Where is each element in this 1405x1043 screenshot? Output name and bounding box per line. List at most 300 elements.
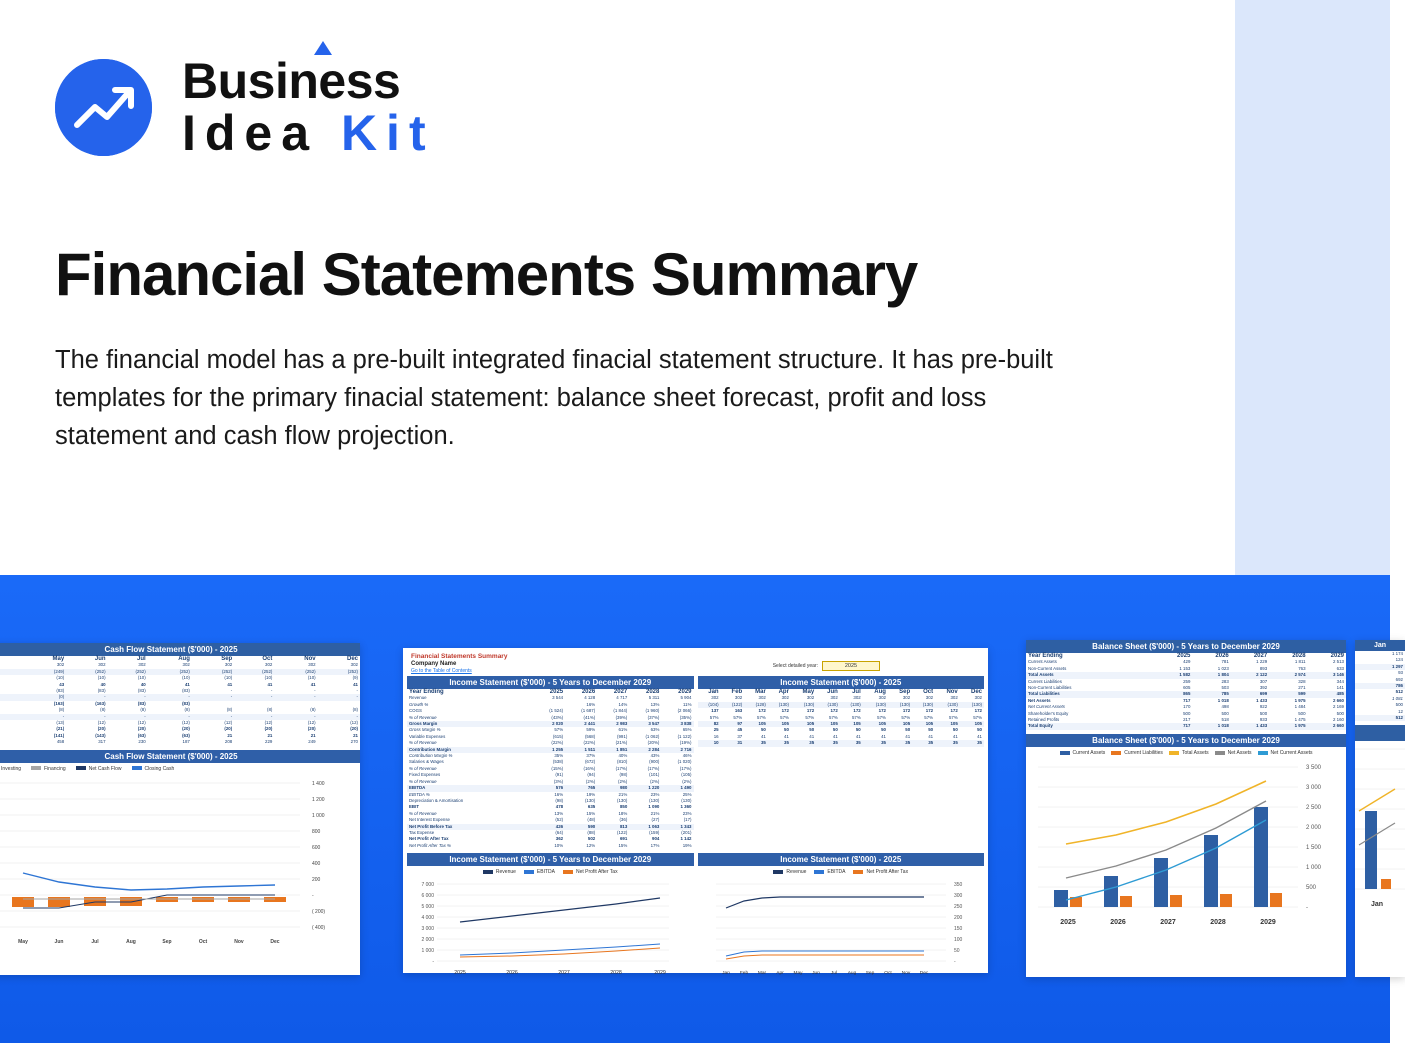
cell: 124 (1395, 657, 1403, 663)
cell: (20) (137, 726, 146, 732)
cell: 2 660 (1333, 723, 1344, 729)
cell: (104) (708, 701, 719, 707)
cell: 1 297 (1392, 663, 1403, 669)
cell: (83) (137, 688, 146, 694)
svg-text:2029: 2029 (1260, 918, 1276, 926)
cell: 765 (587, 785, 596, 791)
svg-text:50: 50 (953, 948, 960, 955)
cell: 65% (682, 727, 692, 733)
col-aug: Aug (178, 656, 190, 662)
cell: 41 (905, 733, 911, 739)
cell: (10) (137, 675, 146, 681)
cell: 1 018 (1217, 723, 1229, 729)
cell: 1 220 (648, 785, 660, 791)
svg-text:250: 250 (953, 904, 962, 911)
cell: 500 (1336, 710, 1344, 716)
cell: 10 (713, 740, 719, 746)
svg-text:2028: 2028 (1210, 918, 1226, 926)
cell: 57% (757, 714, 766, 720)
brand-name-line1 (182, 55, 435, 107)
cell: 15% (586, 810, 596, 816)
cell: - (314, 713, 316, 719)
cell: 1 153 (1179, 665, 1191, 671)
cell: 82 (713, 721, 719, 727)
cell: 1 090 (648, 804, 660, 810)
row-label: % of Revenue (409, 810, 437, 816)
col-aug: Aug (874, 689, 886, 695)
cell: 4 717 (616, 695, 628, 701)
cell: (10) (97, 675, 106, 681)
cell: (122) (731, 701, 743, 707)
balance-sheet-chart-title: Balance Sheet ($'000) - 5 Years to December 2029 (1026, 734, 1346, 747)
cell: 302 (853, 695, 861, 701)
cell: 57% (709, 714, 719, 720)
cash-flow-chart-title: Cash Flow Statement ($'000) - 2025 (0, 750, 360, 763)
cell: 57% (948, 714, 958, 720)
cell: (538) (552, 759, 564, 765)
cell: 50 (784, 727, 789, 733)
cell: 105 (925, 721, 934, 727)
cell: (8) (184, 707, 190, 713)
cell: (130) (617, 797, 628, 803)
cell: 40% (618, 753, 628, 759)
cell: 328 (1298, 678, 1306, 684)
brand-name-line2 (182, 107, 435, 159)
cell: 46% (682, 753, 692, 759)
svg-text:200: 200 (953, 915, 962, 922)
cell: 17% (650, 842, 660, 848)
cell: 781 (1221, 659, 1229, 665)
cell: 344 (1336, 678, 1344, 684)
col-2029: 2029 (1330, 653, 1344, 659)
row-label: % of Revenue (409, 714, 437, 720)
cell: - (104, 713, 106, 719)
cell: 302 (734, 695, 743, 701)
cell: 97 (737, 721, 743, 727)
cell: 500 (1298, 710, 1306, 716)
col-dec: Dec (346, 656, 358, 662)
cell: 37% (586, 753, 596, 759)
cell: 904 (652, 836, 660, 842)
svg-text:Dec: Dec (270, 938, 280, 945)
cell: 41 (760, 733, 766, 739)
cell: 41 (310, 681, 316, 687)
legend-current-liabilities: Current Liabilities (1111, 750, 1163, 756)
cell: (163) (95, 700, 106, 706)
cell: 16% (586, 701, 596, 707)
table-row (698, 740, 985, 746)
table-row (1355, 715, 1405, 721)
cell: (20%) (647, 740, 660, 746)
cell: 21 (353, 732, 358, 738)
cell: 57% (924, 714, 934, 720)
cell: 230 (138, 739, 146, 745)
cell: - (356, 694, 358, 700)
cell: (12) (264, 720, 273, 726)
cell: (130) (947, 701, 958, 707)
col-jul: Jul (137, 656, 146, 662)
svg-text:-: - (1306, 904, 1308, 911)
cell: 699 (1259, 691, 1268, 697)
balance-sheet-extra-column-preview[interactable] (1355, 640, 1405, 977)
cell: 1 433 (1256, 697, 1268, 703)
row-label: COGS (409, 708, 422, 714)
legend-ebitda: EBITDA (524, 869, 555, 875)
cell: 2 160 (1333, 717, 1344, 723)
cell: (252) (95, 668, 106, 674)
income-2025-chart-title: Income Statement ($'000) - 2025 (698, 853, 985, 866)
col-oct: Oct (923, 689, 934, 695)
cell: 41 (227, 681, 233, 687)
svg-text:4 000: 4 000 (421, 915, 434, 922)
cell: (2%) (585, 778, 596, 784)
cell: (122) (617, 829, 628, 835)
cell: (8) (352, 707, 358, 713)
balance-sheet-chart-legend (1026, 747, 1346, 759)
cell: 1 582 (1179, 672, 1191, 678)
svg-text:3 500: 3 500 (1306, 764, 1322, 771)
col-dec: Dec (970, 689, 982, 695)
cell: 41 (928, 733, 934, 739)
cell: 302 (950, 695, 958, 701)
cell: 35 (977, 740, 982, 746)
cell: (130) (584, 797, 596, 803)
cell: 25% (682, 791, 692, 797)
cell: (101) (649, 772, 660, 778)
cell: 35 (855, 740, 861, 746)
income-2025-table (698, 689, 985, 747)
cash-flow-chart (0, 775, 360, 950)
cell: (8) (100, 707, 106, 713)
cell: 1 975 (1294, 697, 1306, 703)
table-row (0, 669, 360, 675)
cell: 429 (1183, 659, 1191, 665)
cell: (35%) (679, 714, 692, 720)
svg-text:-: - (432, 959, 434, 966)
col-2027: 2027 (613, 689, 628, 695)
cell: (1 687) (581, 708, 596, 714)
cell: 35 (928, 740, 934, 746)
svg-text:May: May (792, 971, 803, 977)
cell: 763 (1298, 665, 1306, 671)
col-jan: Jan (708, 689, 719, 695)
cell: (130) (875, 701, 886, 707)
year-select-label: Select detailed year: (772, 663, 818, 669)
cell: 50 (977, 727, 982, 733)
cash-flow-sheet-preview[interactable] (0, 643, 360, 975)
svg-text:1 400: 1 400 (312, 780, 325, 787)
legend-revenue: Revenue (483, 869, 516, 875)
cell: (98) (555, 797, 564, 803)
cell: 850 (619, 804, 628, 810)
cell: 478 (555, 804, 564, 810)
cell: 302 (224, 662, 233, 668)
cell: 1 851 (616, 746, 628, 752)
row-label: % of Revenue (409, 765, 437, 771)
financial-summary-sheet-preview[interactable] (403, 648, 988, 977)
cell: 21 (310, 732, 316, 738)
svg-text:300: 300 (953, 893, 962, 900)
cell: 1 475 (1294, 717, 1306, 723)
cell: 2 122 (1256, 672, 1268, 678)
cell: 50 (832, 727, 838, 733)
cell: 1 081 (1392, 695, 1403, 701)
row-label: % of Revenue (409, 778, 437, 784)
cell: 692 (1395, 676, 1403, 682)
cell: 172 (902, 708, 911, 714)
cell: (10) (182, 675, 190, 681)
svg-text:Jun: Jun (54, 938, 64, 945)
svg-text:Jul: Jul (830, 971, 837, 977)
cell: - (62, 713, 65, 719)
cell: 172 (950, 708, 958, 714)
svg-text:2 000: 2 000 (421, 937, 434, 944)
svg-text:1 000: 1 000 (1306, 864, 1322, 871)
cell: 2 660 (1333, 697, 1344, 703)
cell: (41%) (583, 714, 596, 720)
cell: (141) (53, 732, 65, 738)
cell: 785 (1221, 691, 1229, 697)
cash-flow-table (0, 656, 360, 746)
cell: 5 904 (680, 695, 692, 701)
col-nov: Nov (946, 689, 958, 695)
svg-text:( 400): ( 400) (312, 924, 326, 931)
income-5y-chart-legend (407, 866, 694, 878)
cell: 922 (1259, 704, 1268, 710)
cell: (19%) (679, 740, 692, 746)
cell: 35 (784, 740, 789, 746)
cell: (17) (683, 817, 692, 823)
cell: (16%) (583, 765, 596, 771)
col-sep: Sep (899, 689, 911, 695)
legend-closing-cash: Closing Cash (132, 766, 175, 772)
page-description: The financial model has a pre-built integrated finacial statement structure. It has pre-built templates for the primary finacial statement: balance sheet forecast, profit and loss statement and cash flow projection. (55, 345, 1053, 450)
cell: 41 (353, 681, 358, 687)
cell: 458 (56, 739, 65, 745)
svg-text:100: 100 (953, 937, 962, 944)
cell: (130) (850, 701, 861, 707)
row-label: Non-Current Liabilities (1028, 685, 1072, 691)
cell: (17%) (679, 765, 692, 771)
cell: 633 (1336, 665, 1344, 671)
legend-revenue: Revenue (773, 869, 806, 875)
cell: 21% (650, 810, 660, 816)
cell: (252) (262, 668, 273, 674)
svg-text:3 000: 3 000 (1306, 784, 1322, 791)
cell: (83) (182, 700, 190, 706)
cell: 498 (1221, 704, 1229, 710)
col-2025: 2025 (549, 689, 564, 695)
cell: 41 (977, 733, 982, 739)
svg-text:1 000: 1 000 (312, 812, 325, 819)
table-row (407, 843, 694, 849)
cell: 518 (1221, 717, 1229, 723)
cell: (10) (307, 675, 316, 681)
cell: (12) (182, 720, 190, 726)
cell: 980 (619, 785, 628, 791)
cell: 512 (1395, 715, 1403, 721)
cell: 2 441 (584, 721, 596, 727)
row-label: Net Profit After Tax (409, 836, 449, 842)
row-label: EBITDA % (409, 791, 430, 797)
cell: 1 511 (584, 746, 596, 752)
cell: (83) (56, 688, 65, 694)
cell: 1 174 (1392, 651, 1403, 656)
svg-text:Aug: Aug (847, 971, 856, 977)
cell: 41 (184, 681, 190, 687)
cell: (15%) (551, 765, 564, 771)
cell: 21 (267, 732, 273, 738)
cell: - (230, 688, 233, 694)
year-select-input[interactable]: 2025 (822, 661, 880, 671)
cell: (130) (827, 701, 838, 707)
cell: 57% (733, 714, 743, 720)
svg-text:( 200): ( 200) (312, 908, 326, 915)
cell: 50 (905, 727, 911, 733)
cell: (20) (350, 726, 358, 732)
cell: 1 018 (1217, 697, 1229, 703)
cell: 187 (182, 739, 190, 745)
col-may: May (802, 689, 815, 695)
cell: - (356, 688, 358, 694)
cell: (1 020) (677, 759, 692, 765)
cell: (63) (182, 732, 190, 738)
svg-text:2026: 2026 (506, 970, 518, 977)
cell: 35% (554, 753, 564, 759)
extra-column-table (1355, 651, 1405, 721)
cell: 172 (974, 708, 982, 714)
cell: (568) (584, 733, 596, 739)
table-of-contents-link[interactable]: Go to the Table of Contents (411, 668, 472, 674)
cell: 10% (554, 842, 564, 848)
cell: 57% (805, 714, 815, 720)
cell: 302 (56, 662, 65, 668)
cell: (21%) (615, 740, 628, 746)
cell: (2%) (682, 778, 692, 784)
legend-ebitda: EBITDA (814, 869, 845, 875)
cell: 43 (59, 681, 65, 687)
cell: (159) (649, 829, 660, 835)
cell: (1 122) (677, 733, 692, 739)
cell: 16 (713, 733, 719, 739)
cell: 302 (974, 695, 982, 701)
extra-col-header: Jan (1355, 640, 1405, 651)
cell: (249) (53, 668, 65, 674)
svg-text:2025: 2025 (454, 970, 466, 977)
cell: - (188, 713, 190, 719)
cell: - (270, 688, 273, 694)
cell: 302 (781, 695, 789, 701)
cell: - (314, 694, 316, 700)
cell: 1 975 (1294, 723, 1306, 729)
svg-text:Oct: Oct (883, 971, 892, 977)
cell: 2 983 (616, 721, 628, 727)
svg-text:3 000: 3 000 (421, 926, 434, 933)
income-5y-chart-title: Income Statement ($'000) - 5 Years to December 2029 (407, 853, 694, 866)
cell: (36) (619, 817, 628, 823)
cell: 41 (855, 733, 861, 739)
cell: (22%) (583, 740, 596, 746)
income-5y-table (407, 689, 694, 849)
balance-sheet-preview[interactable] (1026, 640, 1346, 977)
cell: 599 (1298, 691, 1306, 697)
cell: 11% (683, 701, 692, 707)
svg-text:350: 350 (953, 882, 962, 889)
legend-net-cash-flow: Net Cash Flow (76, 766, 122, 772)
cell: (20) (224, 726, 233, 732)
cell: (991) (617, 733, 628, 739)
cell: (43%) (551, 714, 564, 720)
legend-net-current-assets: Net Current Assets (1258, 750, 1313, 756)
cell: 23% (682, 810, 692, 816)
cell: 302 (265, 662, 273, 668)
cell: 50 (881, 727, 886, 733)
income-5y-chart (407, 878, 692, 983)
cell: (12) (137, 720, 146, 726)
cell: 23% (650, 791, 660, 797)
svg-text:Mar: Mar (757, 971, 766, 977)
svg-text:5 000: 5 000 (421, 904, 434, 911)
cell: - (230, 694, 233, 700)
balance-sheet-table (1026, 653, 1346, 730)
cell: 500 (1221, 710, 1229, 716)
cell: (130) (778, 701, 789, 707)
cell: 41 (784, 733, 789, 739)
cell: 691 (619, 836, 628, 842)
col-2028: 2028 (1292, 653, 1306, 659)
cell: (0) (58, 694, 65, 700)
cell: 1 490 (680, 785, 692, 791)
legend-net-assets: Net Assets (1215, 750, 1252, 756)
svg-text:2026: 2026 (1110, 918, 1126, 926)
col-sep: Sep (221, 656, 233, 662)
cell: 37 (737, 733, 743, 739)
cell: (8) (226, 707, 233, 713)
cell: 172 (830, 708, 838, 714)
row-label: Retained Profits (1028, 717, 1060, 723)
cell: (10) (264, 675, 273, 681)
cell: (37%) (647, 714, 660, 720)
cell: (39%) (615, 714, 628, 720)
cell: (130) (899, 701, 911, 707)
cell: 2 169 (1333, 704, 1344, 710)
cell: 5 311 (648, 695, 660, 701)
cell: 271 (1298, 685, 1306, 691)
cell: 502 (587, 836, 596, 842)
cell: 786 (1395, 683, 1403, 689)
cell: 208 (224, 739, 233, 745)
cell: (130) (803, 701, 815, 707)
cell: 302 (98, 662, 106, 668)
cell: 63% (650, 727, 660, 733)
cell: 865 (1183, 691, 1191, 697)
row-header-year: Year Ending (1028, 653, 1063, 659)
cell: 105 (902, 721, 911, 727)
cell: 503 (1221, 685, 1229, 691)
col-oct: Oct (262, 656, 273, 662)
cell: 59% (586, 727, 596, 733)
cell: 576 (555, 785, 564, 791)
row-label: Depreciation & Amortisation (409, 797, 464, 803)
svg-text:Nov: Nov (234, 938, 244, 945)
row-label: Total Equity (1028, 723, 1053, 729)
col-may: May (52, 656, 65, 662)
cell: (10) (56, 675, 65, 681)
cell: (252) (347, 668, 358, 674)
cell: 41 (267, 681, 273, 687)
cell: 14% (618, 701, 628, 707)
cell: 2 513 (1333, 659, 1344, 665)
